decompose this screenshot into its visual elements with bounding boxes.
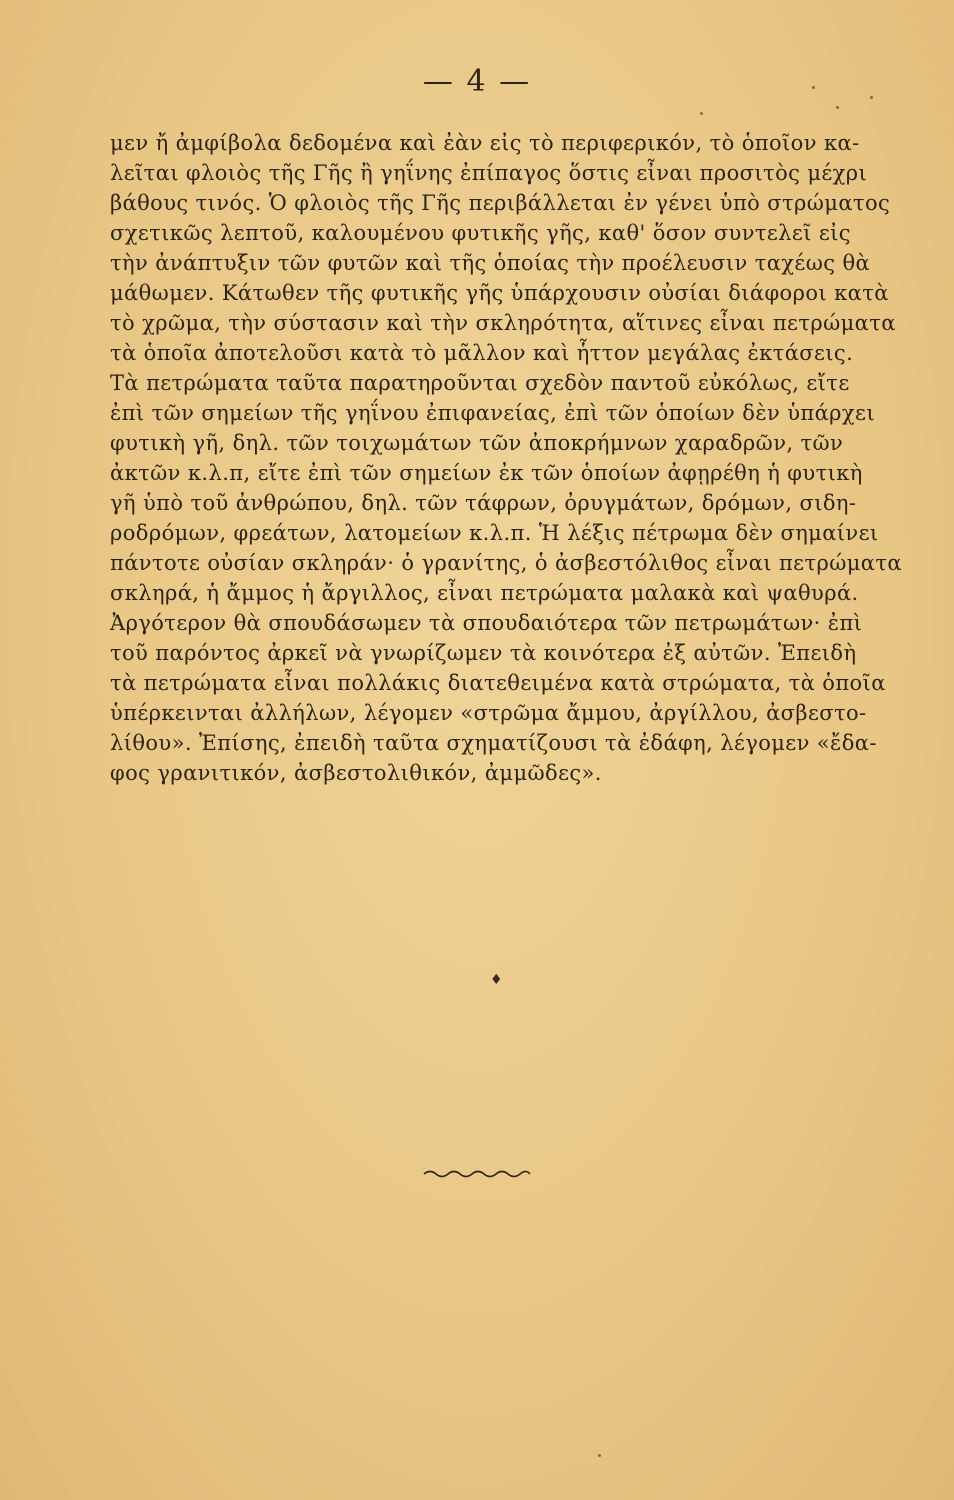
speck	[870, 96, 873, 99]
speck	[700, 112, 703, 115]
text-line: μάθωμεν. Κάτωθεν τῆς φυτικῆς γῆς ὑπάρχουσιν οὐσίαι διάφοροι κατὰ	[110, 281, 889, 305]
text-line: ἐπὶ τῶν σημείων τῆς γηΐνου ἐπιφανείας, ἐπὶ τῶν ὁποίων δὲν ὑπάρχει	[110, 401, 875, 425]
text-line: τὰ ὁποῖα ἀποτελοῦσι κατὰ τὸ μᾶλλον καὶ ἧττον μεγάλας ἐκτάσεις.	[110, 341, 854, 365]
text-line: πάντοτε οὐσίαν σκληράν· ὁ γρανίτης, ὁ ἀσβεστόλιθος εἶναι πετρώματα	[110, 551, 902, 575]
text-line: φυτικὴ γῆ, δηλ. τῶν τοιχωμάτων τῶν ἀποκρήμνων χαραδρῶν, τῶν	[110, 431, 844, 455]
text-line: τὰ πετρώματα εἶναι πολλάκις διατεθειμένα κατὰ στρώματα, τὰ ὁποῖα	[110, 671, 886, 695]
text-line: τὸ χρῶμα, τὴν σύστασιν καὶ τὴν σκληρότητα, αἵτινες εἶναι πετρώματα	[110, 311, 896, 335]
speck	[598, 1454, 601, 1457]
text-line: γῆ ὑπὸ τοῦ ἀνθρώπου, δηλ. τῶν τάφρων, ὀρυγμάτων, δρόμων, σιδη-	[110, 491, 857, 515]
wavy-divider-icon	[422, 1168, 532, 1180]
speck	[836, 106, 839, 109]
text-line: ἀκτῶν κ.λ.π, εἴτε ἐπὶ τῶν σημείων ἐκ τῶν ὁποίων ἀφῃρέθη ἡ φυτικὴ	[110, 461, 863, 485]
text-line: Ἀργότερον θὰ σπουδάσωμεν τὰ σπουδαιότερα τῶν πετρωμάτων· ἐπὶ	[110, 611, 863, 635]
page-number: — 4 —	[422, 64, 532, 99]
text-line: ροδρόμων, φρεάτων, λατομείων κ.λ.π. Ἡ λέξις πέτρωμα δὲν σημαίνει	[110, 521, 879, 545]
body-text	[110, 128, 952, 788]
wavy-divider	[0, 1168, 954, 1180]
text-line: τὴν ἀνάπτυξιν τῶν φυτῶν καὶ τῆς ὁποίας τὴν προέλευσιν ταχέως θὰ	[110, 251, 871, 275]
text-line: λίθου». Ἐπίσης, ἐπειδὴ ταῦτα σχηματίζουσι τὰ ἐδάφη, λέγομεν «ἔδα-	[110, 731, 877, 755]
text-line: ὑπέρκεινται ἀλλήλων, λέγομεν «στρῶμα ἄμμου, ἀργίλλου, ἀσβεστο-	[110, 701, 867, 725]
text-line: βάθους τινός. Ὁ φλοιὸς τῆς Γῆς περιβάλλεται ἐν γένει ὑπὸ στρώματος	[110, 191, 891, 215]
ink-blot: ♦	[490, 972, 503, 988]
text-line: σκληρά, ἡ ἄμμος ἡ ἄργιλλος, εἶναι πετρώματα μαλακὰ καὶ ψαθυρά.	[110, 581, 859, 605]
text-line: μεν ἤ ἀμφίβολα δεδομένα καὶ ἐὰν εἰς τὸ περιφερικόν, τὸ ὁποῖον κα-	[110, 131, 860, 155]
text-line: λεῖται φλοιὸς τῆς Γῆς ἢ γηΐνης ἐπίπαγος ὅστις εἶναι προσιτὸς μέχρι	[110, 161, 868, 185]
text-line: σχετικῶς λεπτοῦ, καλουμένου φυτικῆς γῆς, καθ' ὅσον συντελεῖ εἰς	[110, 221, 851, 245]
text-line: φος γρανιτικόν, ἀσβεστολιθικόν, ἀμμῶδες».	[110, 761, 602, 785]
text-line: Τὰ πετρώματα ταῦτα παρατηροῦνται σχεδὸν παντοῦ εὐκόλως, εἴτε	[110, 371, 850, 395]
text-line: τοῦ παρόντος ἀρκεῖ νὰ γνωρίζωμεν τὰ κοινότερα ἐξ αὐτῶν. Ἐπειδὴ	[110, 641, 857, 665]
speck	[812, 86, 815, 89]
